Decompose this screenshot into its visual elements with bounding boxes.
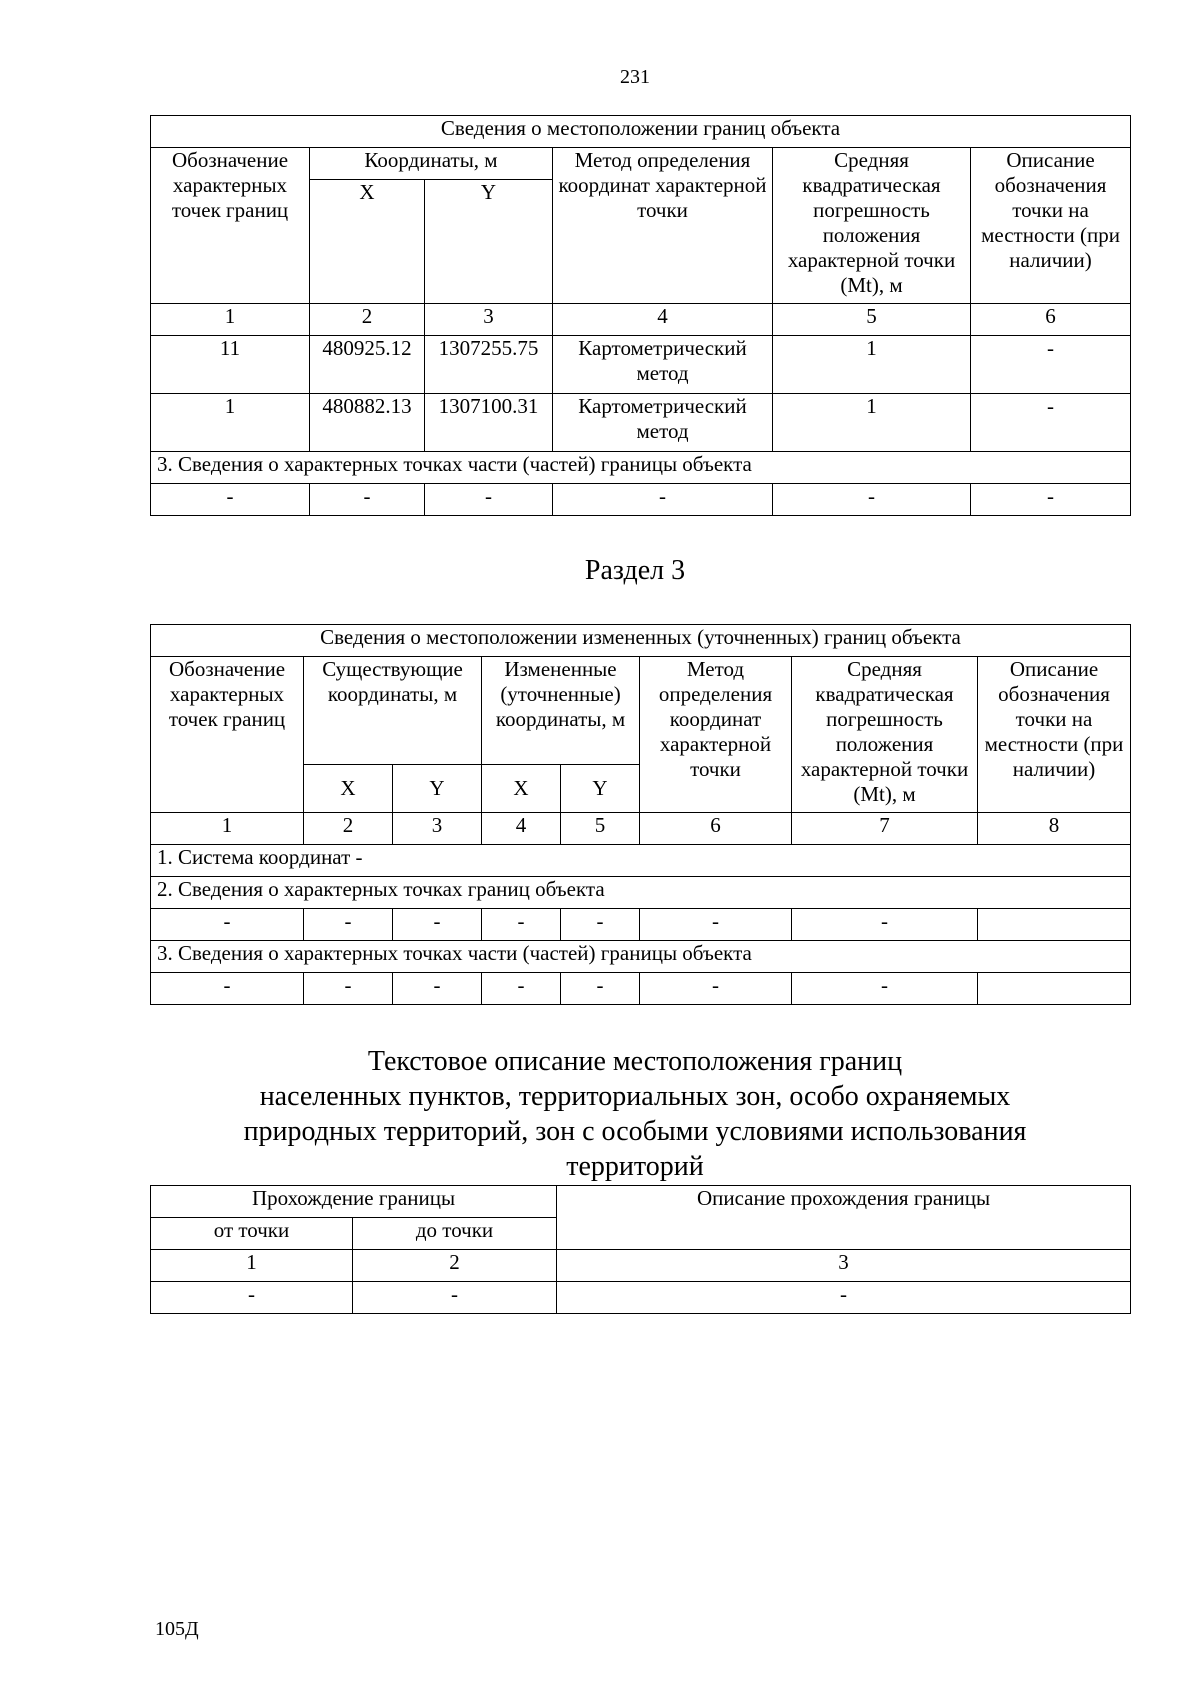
section-title: 2. Сведения о характерных точках границ объекта — [151, 877, 1131, 909]
column-number: 1 — [151, 304, 310, 336]
cell — [978, 973, 1131, 1005]
column-number: 5 — [773, 304, 971, 336]
column-number: 2 — [310, 304, 425, 336]
column-number: 4 — [553, 304, 773, 336]
header-error: Средняя квадратическая погрешность положения характерной точки (Mt), м — [792, 657, 978, 813]
header-method: Метод определения координат характерной точки — [640, 657, 792, 813]
column-number: 1 — [151, 1250, 353, 1282]
table-row — [151, 1282, 1131, 1314]
table-row — [151, 336, 1131, 394]
column-number: 6 — [640, 813, 792, 845]
header-x: X — [310, 180, 425, 304]
coord-y: 1307255.75 — [425, 336, 553, 394]
table-row — [151, 909, 1131, 941]
boundary-passage-table — [150, 1185, 1131, 1314]
cell: - — [353, 1282, 557, 1314]
section-heading: Раздел 3 — [584, 555, 686, 586]
document-code: 105Д — [155, 1618, 199, 1640]
point-id: 11 — [151, 336, 310, 394]
header-error: Средняя квадратическая погрешность положения характерной точки (Mt), м — [773, 148, 971, 304]
section-title: 3. Сведения о характерных точках части (частей) границы объекта — [151, 941, 1131, 973]
column-number: 2 — [304, 813, 393, 845]
column-number: 5 — [561, 813, 640, 845]
table-title: Сведения о местоположении границ объекта — [151, 116, 1131, 148]
cell: - — [792, 909, 978, 941]
coord-x: 480882.13 — [310, 394, 425, 452]
column-number: 8 — [978, 813, 1131, 845]
description: - — [971, 394, 1131, 452]
cell: - — [482, 973, 561, 1005]
table-row — [151, 973, 1131, 1005]
cell: - — [304, 973, 393, 1005]
description: - — [971, 336, 1131, 394]
table-row — [151, 484, 1131, 516]
table-row — [151, 394, 1131, 452]
cell: - — [151, 1282, 353, 1314]
column-number: 6 — [971, 304, 1131, 336]
column-number: 4 — [482, 813, 561, 845]
error-value: 1 — [773, 336, 971, 394]
page-number: 231 — [620, 66, 650, 88]
section-title: 3. Сведения о характерных точках части (частей) границы объекта — [151, 452, 1131, 484]
cell: - — [557, 1282, 1131, 1314]
column-number: 3 — [425, 304, 553, 336]
header-description: Описание обозначения точки на местности (при наличии) — [978, 657, 1131, 813]
cell: - — [151, 484, 310, 516]
coordinate-system: 1. Система координат - — [151, 845, 1131, 877]
cell: - — [773, 484, 971, 516]
cell — [978, 909, 1131, 941]
header-y: Y — [561, 765, 640, 813]
cell: - — [425, 484, 553, 516]
header-y: Y — [425, 180, 553, 304]
header-description: Описание обозначения точки на местности (при наличии) — [971, 148, 1131, 304]
coord-y: 1307100.31 — [425, 394, 553, 452]
header-y: Y — [393, 765, 482, 813]
cell: - — [553, 484, 773, 516]
header-method: Метод определения координат характерной точки — [553, 148, 773, 304]
text-description-title — [0, 1044, 1200, 1184]
method: Картометрический метод — [553, 336, 773, 394]
cell: - — [561, 973, 640, 1005]
method: Картометрический метод — [553, 394, 773, 452]
header-to-point: до точки — [353, 1218, 557, 1250]
cell: - — [792, 973, 978, 1005]
cell: - — [393, 973, 482, 1005]
header-x: X — [304, 765, 393, 813]
header-passage-description: Описание прохождения границы — [557, 1186, 1131, 1250]
header-passage: Прохождение границы — [151, 1186, 557, 1218]
cell: - — [971, 484, 1131, 516]
header-x: X — [482, 765, 561, 813]
title-line: Текстовое описание местоположения границ — [367, 1046, 903, 1077]
header-coordinates: Координаты, м — [310, 148, 553, 180]
point-id: 1 — [151, 394, 310, 452]
column-number: 7 — [792, 813, 978, 845]
column-number: 3 — [393, 813, 482, 845]
changed-boundary-table — [150, 624, 1131, 1005]
boundary-location-table — [150, 115, 1131, 516]
header-existing-coordinates: Существующие координаты, м — [304, 657, 482, 765]
header-from-point: от точки — [151, 1218, 353, 1250]
cell: - — [561, 909, 640, 941]
cell: - — [304, 909, 393, 941]
cell: - — [151, 973, 304, 1005]
column-number: 3 — [557, 1250, 1131, 1282]
cell: - — [482, 909, 561, 941]
error-value: 1 — [773, 394, 971, 452]
header-designation: Обозначение характерных точек границ — [151, 148, 310, 304]
table-title: Сведения о местоположении измененных (уточненных) границ объекта — [151, 625, 1131, 657]
coord-x: 480925.12 — [310, 336, 425, 394]
column-number: 2 — [353, 1250, 557, 1282]
cell: - — [310, 484, 425, 516]
title-line: населенных пунктов, территориальных зон, особо охраняемых — [259, 1081, 1011, 1112]
title-line: территорий — [566, 1151, 704, 1182]
header-changed-coordinates: Измененные (уточненные) координаты, м — [482, 657, 640, 765]
title-line: природных территорий, зон с особыми условиями использования — [243, 1116, 1027, 1147]
cell: - — [393, 909, 482, 941]
cell: - — [640, 973, 792, 1005]
header-designation: Обозначение характерных точек границ — [151, 657, 304, 813]
cell: - — [151, 909, 304, 941]
column-number: 1 — [151, 813, 304, 845]
cell: - — [640, 909, 792, 941]
